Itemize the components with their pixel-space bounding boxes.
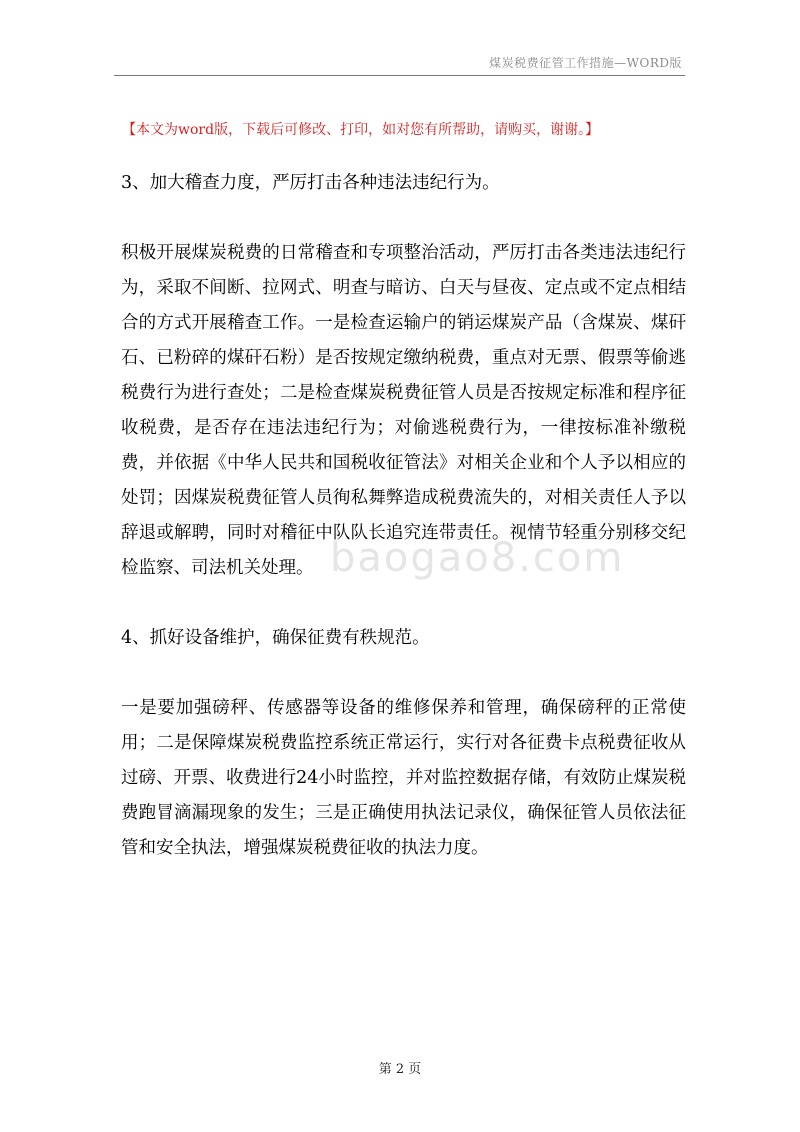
section-paragraph-3: 积极开展煤炭税费的日常稽查和专项整治活动，严厉打击各类违法违纪行为，采取不间断、拉网式、明查与暗访、白天与昼夜、定点或不定点相结合的方式开展稽查工作。一是检查运输户的销运煤炭产品（含煤炭、煤矸石、已粉碎的煤矸石粉）是否按规定缴纳税费，重点对无票、假票等偷逃税费行为进行查处；二是检查煤炭税费征管人员是否按规定标准和程序征收税费，是否存在违法违纪行为；对偷逃税费行为，一律按标准补缴税费，并依据《中华人民共和国税收征管法》对相关企业和个人予以相应的处罚；因煤炭税费征管人员徇私舞弊造成税费流失的，对相关责任人予以辞退或解聘，同时对稽征中队队长追究连带责任。视情节轻重分别移交纪检监察、司法机关处理。 — [121, 243, 686, 578]
watermark: baogao8.com — [330, 535, 625, 581]
spacer — [121, 586, 686, 621]
page-number: 第 2 页 — [378, 1062, 422, 1077]
section-heading-4: 4、抓好设备维护，确保征费有秩规范。 — [121, 628, 430, 648]
header-title: 煤炭税费征管工作措施—WORD版 — [489, 56, 682, 70]
document-body — [121, 166, 686, 866]
section-paragraph-4: 一是要加强磅秤、传感器等设备的维修保养和管理，确保磅秤的正常使用；二是保障煤炭税费监控系统正常运行，实行对各征费卡点税费征收从过磅、开票、收费进行24小时监控，并对监控数据存储，有效防止煤炭税费跑冒滴漏现象的发生；三是正确使用执法记录仪，确保征管人员依法征管和安全执法，增强煤炭税费征收的执法力度。 — [121, 698, 686, 858]
purchase-notice: 【本文为word版，下载后可修改、打印，如对您有所帮助，请购买，谢谢。】 — [122, 122, 600, 138]
spacer — [121, 201, 686, 236]
spacer — [121, 656, 686, 691]
section-heading-3: 3、加大稽查力度，严厉打击各种违法违纪行为。 — [121, 173, 500, 193]
header-divider — [114, 75, 685, 76]
